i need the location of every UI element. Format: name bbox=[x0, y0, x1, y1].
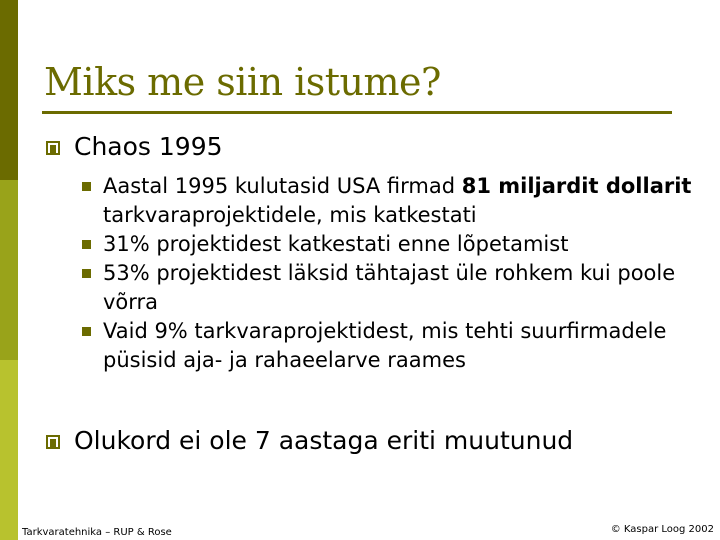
sub-bullet-text-part: Aastal 1995 kulutasid USA firmad bbox=[103, 174, 462, 198]
footer-course-name: Tarkvaratehnika – RUP & Rose bbox=[22, 527, 172, 538]
left-accent-bar bbox=[0, 0, 18, 540]
bullet-level1-text: Chaos 1995 bbox=[74, 132, 223, 161]
sub-bullet-text-part: tarkvaraprojektidele, mis katkestati bbox=[103, 203, 477, 227]
sub-bullet-item bbox=[82, 230, 692, 259]
sub-bullet-bold-text: 81 miljardit dollarit bbox=[461, 174, 692, 198]
hollow-square-bullet-icon bbox=[46, 141, 60, 155]
accent-bar-segment-light bbox=[0, 360, 18, 540]
slide-title: Miks me siin istume? bbox=[44, 60, 441, 104]
sub-bullet-item bbox=[82, 172, 692, 230]
sub-bullet-list bbox=[82, 172, 692, 375]
sub-bullet-text bbox=[103, 172, 692, 230]
hollow-square-bullet-icon bbox=[46, 435, 60, 449]
sub-bullet-text: 53% projektidest läksid tähtajast üle rohkem kui poole võrra bbox=[103, 261, 676, 314]
filled-square-bullet-icon bbox=[82, 240, 91, 249]
sub-bullet-item bbox=[82, 317, 692, 375]
filled-square-bullet-icon bbox=[82, 182, 91, 191]
filled-square-bullet-icon bbox=[82, 327, 91, 336]
accent-bar-segment-mid bbox=[0, 180, 18, 360]
accent-bar-segment-dark bbox=[0, 0, 18, 180]
bullet-level1-olukord bbox=[46, 426, 573, 455]
title-underline bbox=[42, 111, 672, 114]
footer-copyright: © Kaspar Loog 2002 bbox=[610, 524, 714, 535]
sub-bullet-item bbox=[82, 259, 692, 317]
sub-bullet-text: 31% projektidest katkestati enne lõpetamist bbox=[103, 232, 569, 256]
sub-bullet-text: Vaid 9% tarkvaraprojektidest, mis tehti suurfirmadele püsisid aja- ja rahaeelarve raames bbox=[103, 319, 667, 372]
bullet-level1-chaos bbox=[46, 132, 223, 161]
filled-square-bullet-icon bbox=[82, 269, 91, 278]
bullet-level1-text: Olukord ei ole 7 aastaga eriti muutunud bbox=[74, 426, 574, 455]
